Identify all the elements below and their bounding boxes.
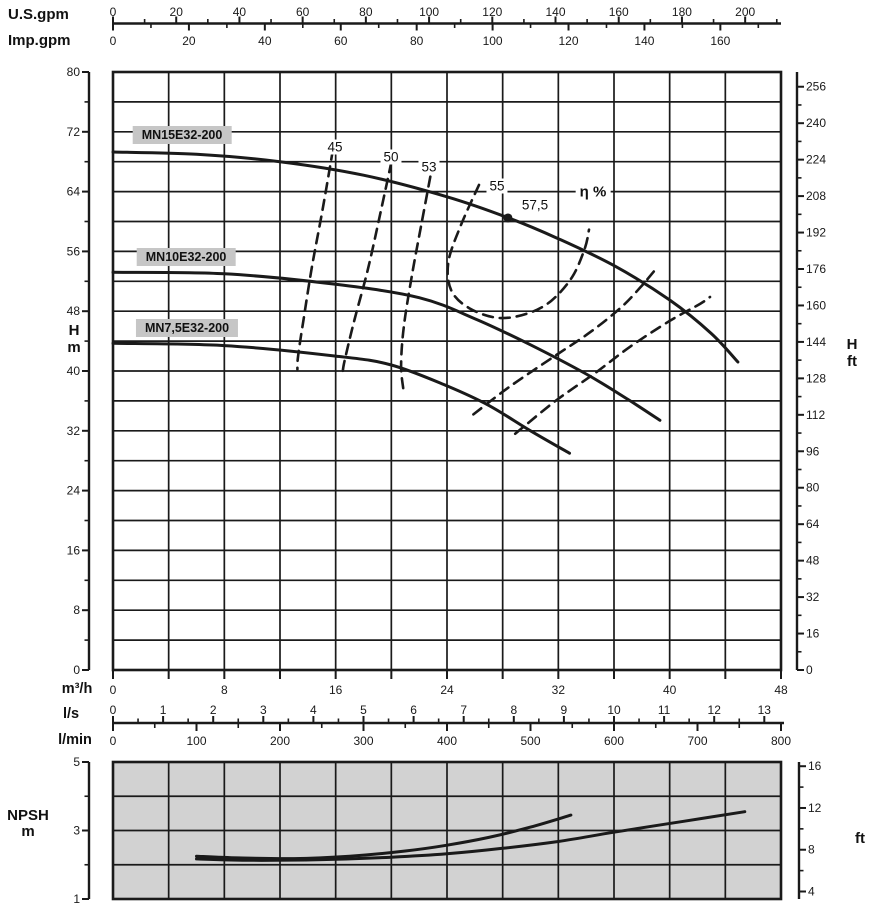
lmin-tick-label: 800 [770, 734, 792, 748]
lmin-tick-label: 200 [269, 734, 291, 748]
h-ft-tick-label: 96 [806, 444, 820, 459]
h-ft-tick-label: 192 [806, 225, 827, 240]
h-ft-tick-label: 32 [806, 590, 820, 605]
lmin-tick-label: 500 [520, 734, 541, 748]
lmin-tick-label: 0 [109, 734, 117, 748]
impgpm-tick-label: 120 [558, 34, 579, 48]
impgpm-tick-label: 80 [409, 34, 424, 48]
h-ft-tick-label: 80 [806, 480, 820, 495]
impgpm-tick-label: 140 [634, 34, 655, 48]
h-m-tick-label: 80 [66, 65, 80, 79]
h-ft-tick-label: 256 [806, 79, 827, 94]
efficiency-label-50: 50 [381, 149, 402, 164]
ls-tick-label: 7 [460, 703, 468, 717]
usgpm-tick-label: 160 [608, 5, 629, 19]
bep-label: 57,5 [519, 197, 551, 212]
m3h-tick-label: 24 [440, 683, 454, 697]
usgpm-tick-label: 0 [109, 5, 117, 19]
efficiency-curve-45 [297, 150, 333, 370]
h-ft-tick-label: 48 [806, 553, 820, 568]
usgpm-tick-label: 120 [482, 5, 503, 19]
h-m-tick-label: 32 [66, 423, 80, 438]
ls-tick-label: 10 [607, 703, 621, 717]
h-ft-tick-label: 176 [806, 262, 827, 277]
ls-tick-label: 6 [410, 703, 417, 717]
ls-tick-label: 1 [159, 703, 167, 717]
best-efficiency-point-dot [503, 213, 512, 222]
usgpm-tick-label: 20 [169, 5, 183, 19]
efficiency-curve-53 [401, 177, 430, 389]
npsh-ft-tick-label: 12 [808, 800, 822, 815]
impgpm-tick-label: 60 [334, 34, 348, 48]
h-m-line1: H [68, 322, 80, 339]
npsh-m-tick-label: 1 [73, 892, 80, 906]
h-m-tick-label: 16 [66, 543, 80, 558]
efficiency-label-53: 53 [419, 160, 440, 175]
lmin-tick-label: 300 [353, 734, 374, 748]
h-ft-axis-label [832, 336, 872, 370]
npsh-line2: m [21, 823, 35, 840]
impgpm-tick-label: 0 [109, 34, 117, 48]
pump-curve-tag-MN15E32-200: MN15E32-200 [133, 126, 232, 144]
efficiency-label-55: 55 [486, 178, 507, 193]
ls-tick-label: 0 [109, 703, 117, 717]
npsh-m-axis-label [0, 808, 56, 840]
pump-curve-tag-MN7,5E32-200: MN7,5E32-200 [136, 319, 238, 337]
usgpm-tick-label: 180 [671, 5, 692, 19]
us-gpm-axis-label: U.S.gpm [8, 6, 69, 23]
h-ft-tick-label: 224 [806, 152, 827, 167]
ls-tick-label: 2 [209, 703, 217, 717]
h-ft-tick-label: 160 [806, 298, 827, 313]
usgpm-tick-label: 80 [359, 5, 373, 19]
npsh-ft-tick-label: 4 [808, 884, 815, 899]
h-m-tick-label: 40 [66, 364, 80, 378]
pump-curve-tag-MN10E32-200: MN10E32-200 [137, 248, 236, 266]
h-m-tick-label: 72 [66, 124, 80, 139]
h-m-line2: m [67, 339, 81, 356]
efficiency-curve-branch-5 [515, 297, 710, 434]
h-m-tick-label: 56 [66, 244, 80, 259]
h-ft-tick-label: 128 [806, 371, 827, 386]
h-ft-line2: ft [847, 353, 857, 370]
h-m-tick-label: 24 [66, 483, 80, 498]
npsh-ft-axis-label: ft [855, 830, 865, 847]
m3h-tick-label: 48 [774, 683, 788, 697]
lmin-tick-label: 400 [436, 734, 458, 748]
ls-tick-label: 3 [259, 703, 267, 717]
m3h-tick-label: 0 [109, 683, 117, 697]
impgpm-tick-label: 40 [258, 34, 272, 48]
m3h-tick-label: 16 [328, 683, 343, 697]
ls-tick-label: 11 [657, 703, 671, 717]
h-m-tick-label: 0 [73, 663, 80, 677]
h-ft-tick-label: 112 [806, 407, 826, 422]
imp-gpm-axis-label: Imp.gpm [8, 32, 71, 49]
ls-tick-label: 5 [360, 703, 367, 717]
h-ft-tick-label: 0 [806, 663, 813, 677]
lmin-tick-label: 100 [186, 734, 207, 748]
h-ft-tick-label: 144 [806, 334, 827, 349]
m3h-tick-label: 32 [551, 683, 566, 697]
usgpm-tick-label: 100 [419, 5, 440, 19]
h-m-tick-label: 64 [66, 184, 80, 199]
ls-axis-label: l/s [62, 706, 80, 722]
ls-tick-label: 12 [707, 703, 721, 717]
h-m-tick-label: 8 [73, 603, 80, 618]
h-m-tick-label: 48 [66, 304, 80, 319]
lmin-tick-label: 700 [687, 734, 708, 748]
usgpm-tick-label: 40 [232, 5, 247, 19]
npsh-m-tick-label: 5 [73, 755, 80, 769]
ls-tick-label: 13 [757, 703, 771, 717]
eta-percent-label: η % [576, 183, 611, 200]
lmin-axis-label: l/min [58, 732, 92, 748]
impgpm-tick-label: 160 [710, 34, 731, 48]
npsh-ft-tick-label: 16 [808, 759, 822, 774]
m3h-tick-label: 40 [662, 683, 677, 697]
h-ft-tick-label: 64 [806, 517, 820, 532]
pump-curve-MN10E32-200 [113, 272, 660, 420]
m3h-axis-label: m³/h [61, 681, 93, 697]
ls-tick-label: 4 [310, 703, 317, 717]
ls-tick-label: 8 [510, 703, 518, 717]
efficiency-curve-50 [343, 162, 392, 375]
usgpm-tick-label: 60 [295, 5, 310, 19]
npsh-m-tick-label: 3 [73, 823, 80, 838]
impgpm-tick-label: 100 [482, 34, 503, 48]
impgpm-tick-label: 20 [182, 34, 196, 48]
ls-tick-label: 9 [560, 703, 568, 717]
m3h-tick-label: 8 [220, 683, 228, 697]
h-m-axis-label [54, 322, 94, 356]
h-ft-line1: H [846, 336, 858, 353]
pump-curve-MN7,5E32-200 [113, 343, 570, 453]
h-ft-tick-label: 16 [806, 626, 820, 641]
usgpm-tick-label: 140 [545, 5, 566, 19]
usgpm-tick-label: 200 [735, 5, 756, 19]
h-ft-tick-label: 240 [806, 116, 827, 131]
h-ft-tick-label: 208 [806, 189, 827, 204]
lmin-tick-label: 600 [603, 734, 625, 748]
npsh-ft-tick-label: 8 [808, 842, 815, 857]
efficiency-label-45: 45 [324, 139, 345, 154]
npsh-line1: NPSH [7, 807, 49, 824]
efficiency-curve-branch-4 [473, 271, 654, 415]
